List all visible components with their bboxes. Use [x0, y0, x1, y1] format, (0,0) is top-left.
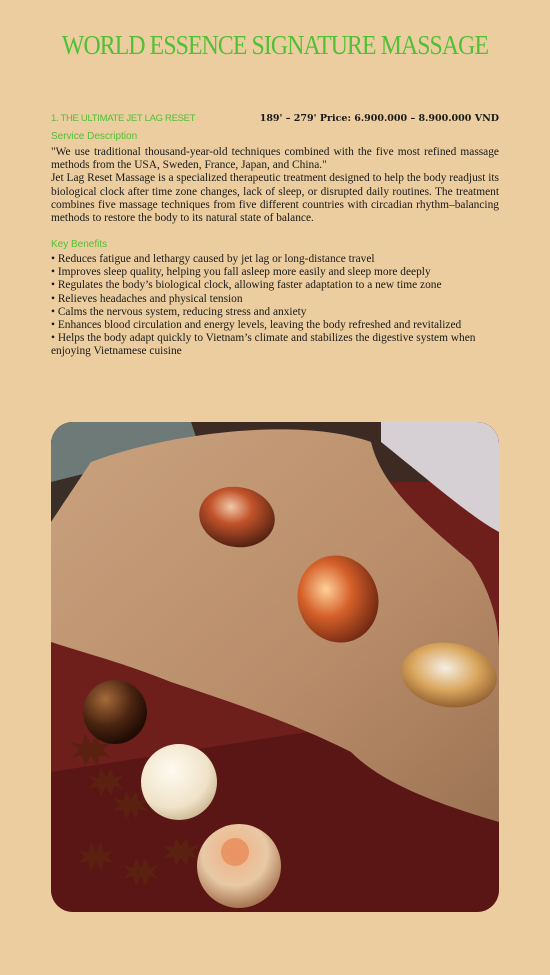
page-title: WORLD ESSENCE SIGNATURE MASSAGE [61, 30, 489, 60]
description-body: Jet Lag Reset Massage is a specialized therapeutic treatment designed to help the body readjust its biological clock after time zone changes, lack of sleep, or disrupted daily routines. The treatment combines five massage techniques from five different countries with circadian rhythm–balancing methods to restore the body to its natural state of balance. [51, 172, 499, 225]
benefit-item: • Calms the nervous system, reducing stress and anxiety [51, 305, 307, 318]
benefits-list [51, 253, 499, 359]
benefit-item: • Helps the body adapt quickly to Vietnam’s climate and stabilizes the digestive system when enjoying Vietnamese cuisine [51, 332, 476, 358]
section-title: 1. THE ULTIMATE JET LAG RESET [51, 113, 196, 124]
benefit-item: • Relieves headaches and physical tension [51, 292, 243, 305]
benefit-item: • Improves sleep quality, helping you fall asleep more easily and sleep more deeply [51, 266, 431, 279]
benefit-item: • Reduces fatigue and lethargy caused by jet lag or long-distance travel [51, 253, 375, 265]
benefit-item: • Enhances blood circulation and energy levels, leaving the body refreshed and revitalized [51, 319, 462, 332]
service-description-heading: Service Description [51, 131, 138, 142]
service-description [51, 146, 499, 225]
hot-stone-massage-photo [51, 422, 499, 912]
benefit-item: • Regulates the body’s biological clock, allowing faster adaptation to a new time zone [51, 279, 442, 292]
description-quote: "We use traditional thousand-year-old techniques combined with the five most refined massage methods from the USA, Sweden, France, Japan, and China." [51, 146, 499, 172]
price-text: 189' – 279' Price: 6.900.000 – 8.900.000 VND [259, 113, 499, 124]
key-benefits-heading: Key Benefits [51, 239, 108, 250]
section-header [51, 113, 499, 124]
